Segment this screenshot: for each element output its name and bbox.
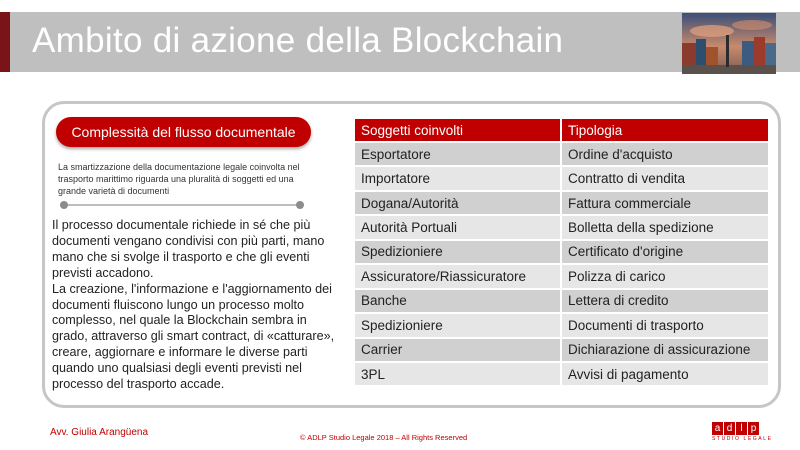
table-row — [355, 289, 769, 313]
slider-track — [62, 204, 302, 206]
table-cell-soggetto: Autorità Portuali — [355, 215, 561, 239]
page-title: Ambito di azione della Blockchain — [32, 21, 564, 60]
table-cell-soggetto: Importatore — [355, 166, 561, 190]
body-text — [52, 218, 344, 393]
table-row — [355, 215, 769, 239]
table-cell-tipologia: Avvisi di pagamento — [561, 362, 769, 385]
table-cell-tipologia: Documenti di trasporto — [561, 313, 769, 337]
table-row — [355, 313, 769, 337]
table-row — [355, 166, 769, 190]
section-pill: Complessità del flusso documentale — [56, 117, 311, 147]
logo-letter: d — [724, 422, 735, 435]
table-row — [355, 338, 769, 362]
body-paragraph-2: La creazione, l'informazione e l'aggiornamento dei documenti fluiscono lungo un processo molto complesso, nel quale la Blockchain sembra in grado, attraverso gli smart contract, di «catturare», creare, aggiornare e informare le diverse parti quando uno qualsiasi degli eventi previsti nel processo del trasporto accade. — [52, 281, 335, 392]
table-cell-tipologia: Certificato d'origine — [561, 240, 769, 264]
table-row — [355, 142, 769, 166]
section-description: La smartizzazione della documentazione legale coinvolta nel trasporto marittimo riguarda una pluralità di soggetti ed una grande varietà di documenti — [58, 162, 300, 196]
slider-end-dot — [296, 201, 304, 209]
table-cell-tipologia: Lettera di credito — [561, 289, 769, 313]
copyright-notice: © ADLP Studio Legale 2018 – All Rights Reserved — [300, 433, 468, 442]
table-cell-tipologia: Fattura commerciale — [561, 191, 769, 215]
shipping-containers-photo — [682, 13, 776, 74]
table-cell-soggetto: Esportatore — [355, 142, 561, 166]
author-name: Avv. Giulia Arangüena — [50, 427, 149, 438]
logo-subtitle: STUDIO LEGALE — [712, 436, 773, 442]
table-cell-tipologia: Bolletta della spedizione — [561, 215, 769, 239]
table-cell-soggetto: Banche — [355, 289, 561, 313]
title-accent — [0, 12, 10, 72]
logo-letter: p — [748, 422, 759, 435]
table-row — [355, 264, 769, 288]
logo-letter: l — [736, 422, 747, 435]
table-cell-tipologia: Polizza di carico — [561, 264, 769, 288]
body-paragraph-1: Il processo documentale richiede in sé che più documenti vengano condivisi con più parti, mano mano che si svolge il trasporto e che gli eventi previsti accadono. — [52, 218, 325, 280]
adlp-logo — [712, 422, 773, 442]
table-cell-tipologia: Ordine d'acquisto — [561, 142, 769, 166]
table-cell-soggetto: Assicuratore/Riassicuratore — [355, 264, 561, 288]
documents-table — [355, 119, 770, 385]
table-cell-tipologia: Contratto di vendita — [561, 166, 769, 190]
table-row — [355, 362, 769, 385]
table-cell-soggetto: Spedizioniere — [355, 240, 561, 264]
table-row — [355, 240, 769, 264]
logo-letter: a — [712, 422, 723, 435]
table-row — [355, 191, 769, 215]
header-tipologia: Tipologia — [561, 119, 769, 142]
table-cell-tipologia: Dichiarazione di assicurazione — [561, 338, 769, 362]
logo-letters — [712, 422, 773, 435]
table-cell-soggetto: Carrier — [355, 338, 561, 362]
header-soggetti: Soggetti coinvolti — [355, 119, 561, 142]
shipping-containers-photo-icon — [682, 13, 776, 74]
table-cell-soggetto: Dogana/Autorità — [355, 191, 561, 215]
table-cell-soggetto: 3PL — [355, 362, 561, 385]
table-header-row — [355, 119, 769, 142]
slider-start-dot — [60, 201, 68, 209]
table-cell-soggetto: Spedizioniere — [355, 313, 561, 337]
